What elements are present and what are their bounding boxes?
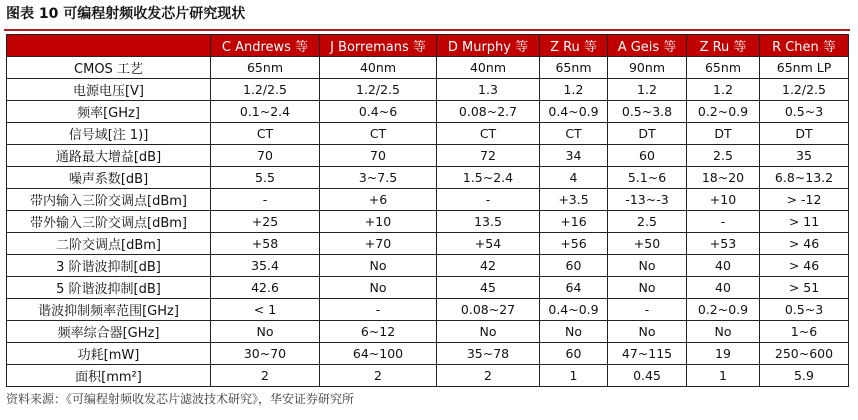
- table-cell: 0.4~6: [320, 101, 437, 123]
- table-cell: 6.8~13.2: [760, 167, 849, 189]
- table-cell: 65nm: [540, 57, 608, 79]
- table-cell: 1.2/2.5: [211, 79, 320, 101]
- row-label: 噪声系数[dB]: [7, 167, 211, 189]
- title-divider: [4, 29, 850, 31]
- table-row: [7, 321, 849, 343]
- table-cell: 1.2: [540, 79, 608, 101]
- table-cell: 2: [320, 365, 437, 387]
- table-cell: 250~600: [760, 343, 849, 365]
- table-cell: +70: [320, 233, 437, 255]
- figure-title: 图表 10 可编程射频收发芯片研究现状: [6, 6, 246, 22]
- table-cell: 1: [540, 365, 608, 387]
- table-cell: 42.6: [211, 277, 320, 299]
- table-cell: 64: [540, 277, 608, 299]
- row-label: 频率综合器[GHz]: [7, 321, 211, 343]
- table-cell: 70: [211, 145, 320, 167]
- row-label: CMOS 工艺: [7, 57, 211, 79]
- header-cell-empty: [7, 35, 211, 57]
- table-cell: > -12: [760, 189, 849, 211]
- header-cell-a-geis: A Geis 等: [608, 35, 687, 57]
- table-cell: -: [437, 189, 540, 211]
- table-cell: No: [608, 321, 687, 343]
- table-cell: No: [687, 321, 760, 343]
- table-cell: +6: [320, 189, 437, 211]
- comparison-table: [6, 34, 849, 387]
- table-cell: 60: [540, 343, 608, 365]
- table-cell: No: [608, 277, 687, 299]
- row-label: 带内输入三阶交调点[dBm]: [7, 189, 211, 211]
- table-cell: +10: [320, 211, 437, 233]
- table-cell: 34: [540, 145, 608, 167]
- table-row: [7, 79, 849, 101]
- table-cell: 65nm LP: [760, 57, 849, 79]
- table-cell: +50: [608, 233, 687, 255]
- table-cell: +3.5: [540, 189, 608, 211]
- table-cell: 1.2: [687, 79, 760, 101]
- table-cell: 5.5: [211, 167, 320, 189]
- table-cell: 0.4~0.9: [540, 299, 608, 321]
- table-cell: 90nm: [608, 57, 687, 79]
- table-cell: 5.1~6: [608, 167, 687, 189]
- table-cell: 0.5~3.8: [608, 101, 687, 123]
- table-cell: > 11: [760, 211, 849, 233]
- table-cell: 65nm: [687, 57, 760, 79]
- table-row: [7, 145, 849, 167]
- table-cell: 64~100: [320, 343, 437, 365]
- header-cell-d-murphy: D Murphy 等: [437, 35, 540, 57]
- table-row: [7, 123, 849, 145]
- table-cell: 35: [760, 145, 849, 167]
- header-cell-z-ru-1: Z Ru 等: [540, 35, 608, 57]
- table-cell: +54: [437, 233, 540, 255]
- row-label: 谐波抑制频率范围[GHz]: [7, 299, 211, 321]
- table-row: [7, 255, 849, 277]
- table-cell: 0.45: [608, 365, 687, 387]
- table-row: [7, 299, 849, 321]
- row-label: 5 阶谐波抑制[dB]: [7, 277, 211, 299]
- table-cell: 19: [687, 343, 760, 365]
- table-cell: CT: [211, 123, 320, 145]
- row-label: 通路最大增益[dB]: [7, 145, 211, 167]
- table-cell: 40: [687, 255, 760, 277]
- table-row: [7, 167, 849, 189]
- table-cell: > 46: [760, 233, 849, 255]
- table-cell: DT: [608, 123, 687, 145]
- row-label: 3 阶谐波抑制[dB]: [7, 255, 211, 277]
- table-cell: < 1: [211, 299, 320, 321]
- table-cell: -: [608, 299, 687, 321]
- table-row: [7, 365, 849, 387]
- table-cell: +53: [687, 233, 760, 255]
- table-cell: 4: [540, 167, 608, 189]
- table-cell: 70: [320, 145, 437, 167]
- table-cell: 2: [437, 365, 540, 387]
- table-cell: CT: [437, 123, 540, 145]
- row-label: 二阶交调点[dBm]: [7, 233, 211, 255]
- header-cell-c-andrews: C Andrews 等: [211, 35, 320, 57]
- row-label: 信号域[注 1)]: [7, 123, 211, 145]
- table-cell: 35~78: [437, 343, 540, 365]
- table-cell: 1.3: [437, 79, 540, 101]
- table-cell: 0.2~0.9: [687, 299, 760, 321]
- table-cell: CT: [540, 123, 608, 145]
- table-cell: 6~12: [320, 321, 437, 343]
- table-cell: No: [320, 255, 437, 277]
- header-cell-z-ru-2: Z Ru 等: [687, 35, 760, 57]
- table-cell: DT: [760, 123, 849, 145]
- table-cell: 1~6: [760, 321, 849, 343]
- table-cell: 45: [437, 277, 540, 299]
- table-cell: 0.4~0.9: [540, 101, 608, 123]
- table-cell: No: [608, 255, 687, 277]
- table-cell: 47~115: [608, 343, 687, 365]
- table-cell: 0.1~2.4: [211, 101, 320, 123]
- table-row: [7, 277, 849, 299]
- table-cell: 0.5~3: [760, 299, 849, 321]
- table-header-row: [7, 35, 849, 57]
- table-cell: 0.08~2.7: [437, 101, 540, 123]
- table-cell: DT: [687, 123, 760, 145]
- header-cell-r-chen: R Chen 等: [760, 35, 849, 57]
- table-cell: +10: [687, 189, 760, 211]
- table-cell: 1.2/2.5: [320, 79, 437, 101]
- row-label: 功耗[mW]: [7, 343, 211, 365]
- table-cell: 2.5: [608, 211, 687, 233]
- table-cell: +16: [540, 211, 608, 233]
- table-cell: 3~7.5: [320, 167, 437, 189]
- row-label: 面积[mm²]: [7, 365, 211, 387]
- table-cell: 30~70: [211, 343, 320, 365]
- table-cell: 72: [437, 145, 540, 167]
- table-cell: > 46: [760, 255, 849, 277]
- table-cell: 13.5: [437, 211, 540, 233]
- table-cell: No: [320, 277, 437, 299]
- table-cell: +58: [211, 233, 320, 255]
- table-cell: +25: [211, 211, 320, 233]
- row-label: 电源电压[V]: [7, 79, 211, 101]
- table-cell: 0.5~3: [760, 101, 849, 123]
- table-cell: 0.2~0.9: [687, 101, 760, 123]
- table-cell: 1.5~2.4: [437, 167, 540, 189]
- row-label: 带外输入三阶交调点[dBm]: [7, 211, 211, 233]
- table-row: [7, 211, 849, 233]
- table-cell: 0.08~27: [437, 299, 540, 321]
- table-cell: +56: [540, 233, 608, 255]
- table-cell: 40nm: [320, 57, 437, 79]
- table-cell: 60: [608, 145, 687, 167]
- table-cell: 5.9: [760, 365, 849, 387]
- row-label: 频率[GHz]: [7, 101, 211, 123]
- table-cell: -: [687, 211, 760, 233]
- table-cell: 2: [211, 365, 320, 387]
- table-cell: -: [320, 299, 437, 321]
- table-cell: 42: [437, 255, 540, 277]
- table-cell: No: [437, 321, 540, 343]
- table-cell: 1: [687, 365, 760, 387]
- table-cell: 1.2/2.5: [760, 79, 849, 101]
- table-row: [7, 189, 849, 211]
- table-row: [7, 57, 849, 79]
- table-cell: -13~-3: [608, 189, 687, 211]
- table-row: [7, 343, 849, 365]
- table-cell: 2.5: [687, 145, 760, 167]
- table-row: [7, 101, 849, 123]
- table-cell: 40nm: [437, 57, 540, 79]
- table-cell: 65nm: [211, 57, 320, 79]
- table-cell: No: [540, 321, 608, 343]
- table-cell: 18~20: [687, 167, 760, 189]
- table-cell: CT: [320, 123, 437, 145]
- table-cell: No: [211, 321, 320, 343]
- table-cell: 60: [540, 255, 608, 277]
- source-note: 资料来源：《可编程射频收发芯片滤波技术研究》，华安证券研究所: [6, 392, 355, 406]
- table-cell: > 51: [760, 277, 849, 299]
- table-cell: -: [211, 189, 320, 211]
- table-cell: 35.4: [211, 255, 320, 277]
- table-cell: 1.2: [608, 79, 687, 101]
- table-row: [7, 233, 849, 255]
- header-cell-j-borremans: J Borremans 等: [320, 35, 437, 57]
- table-cell: 40: [687, 277, 760, 299]
